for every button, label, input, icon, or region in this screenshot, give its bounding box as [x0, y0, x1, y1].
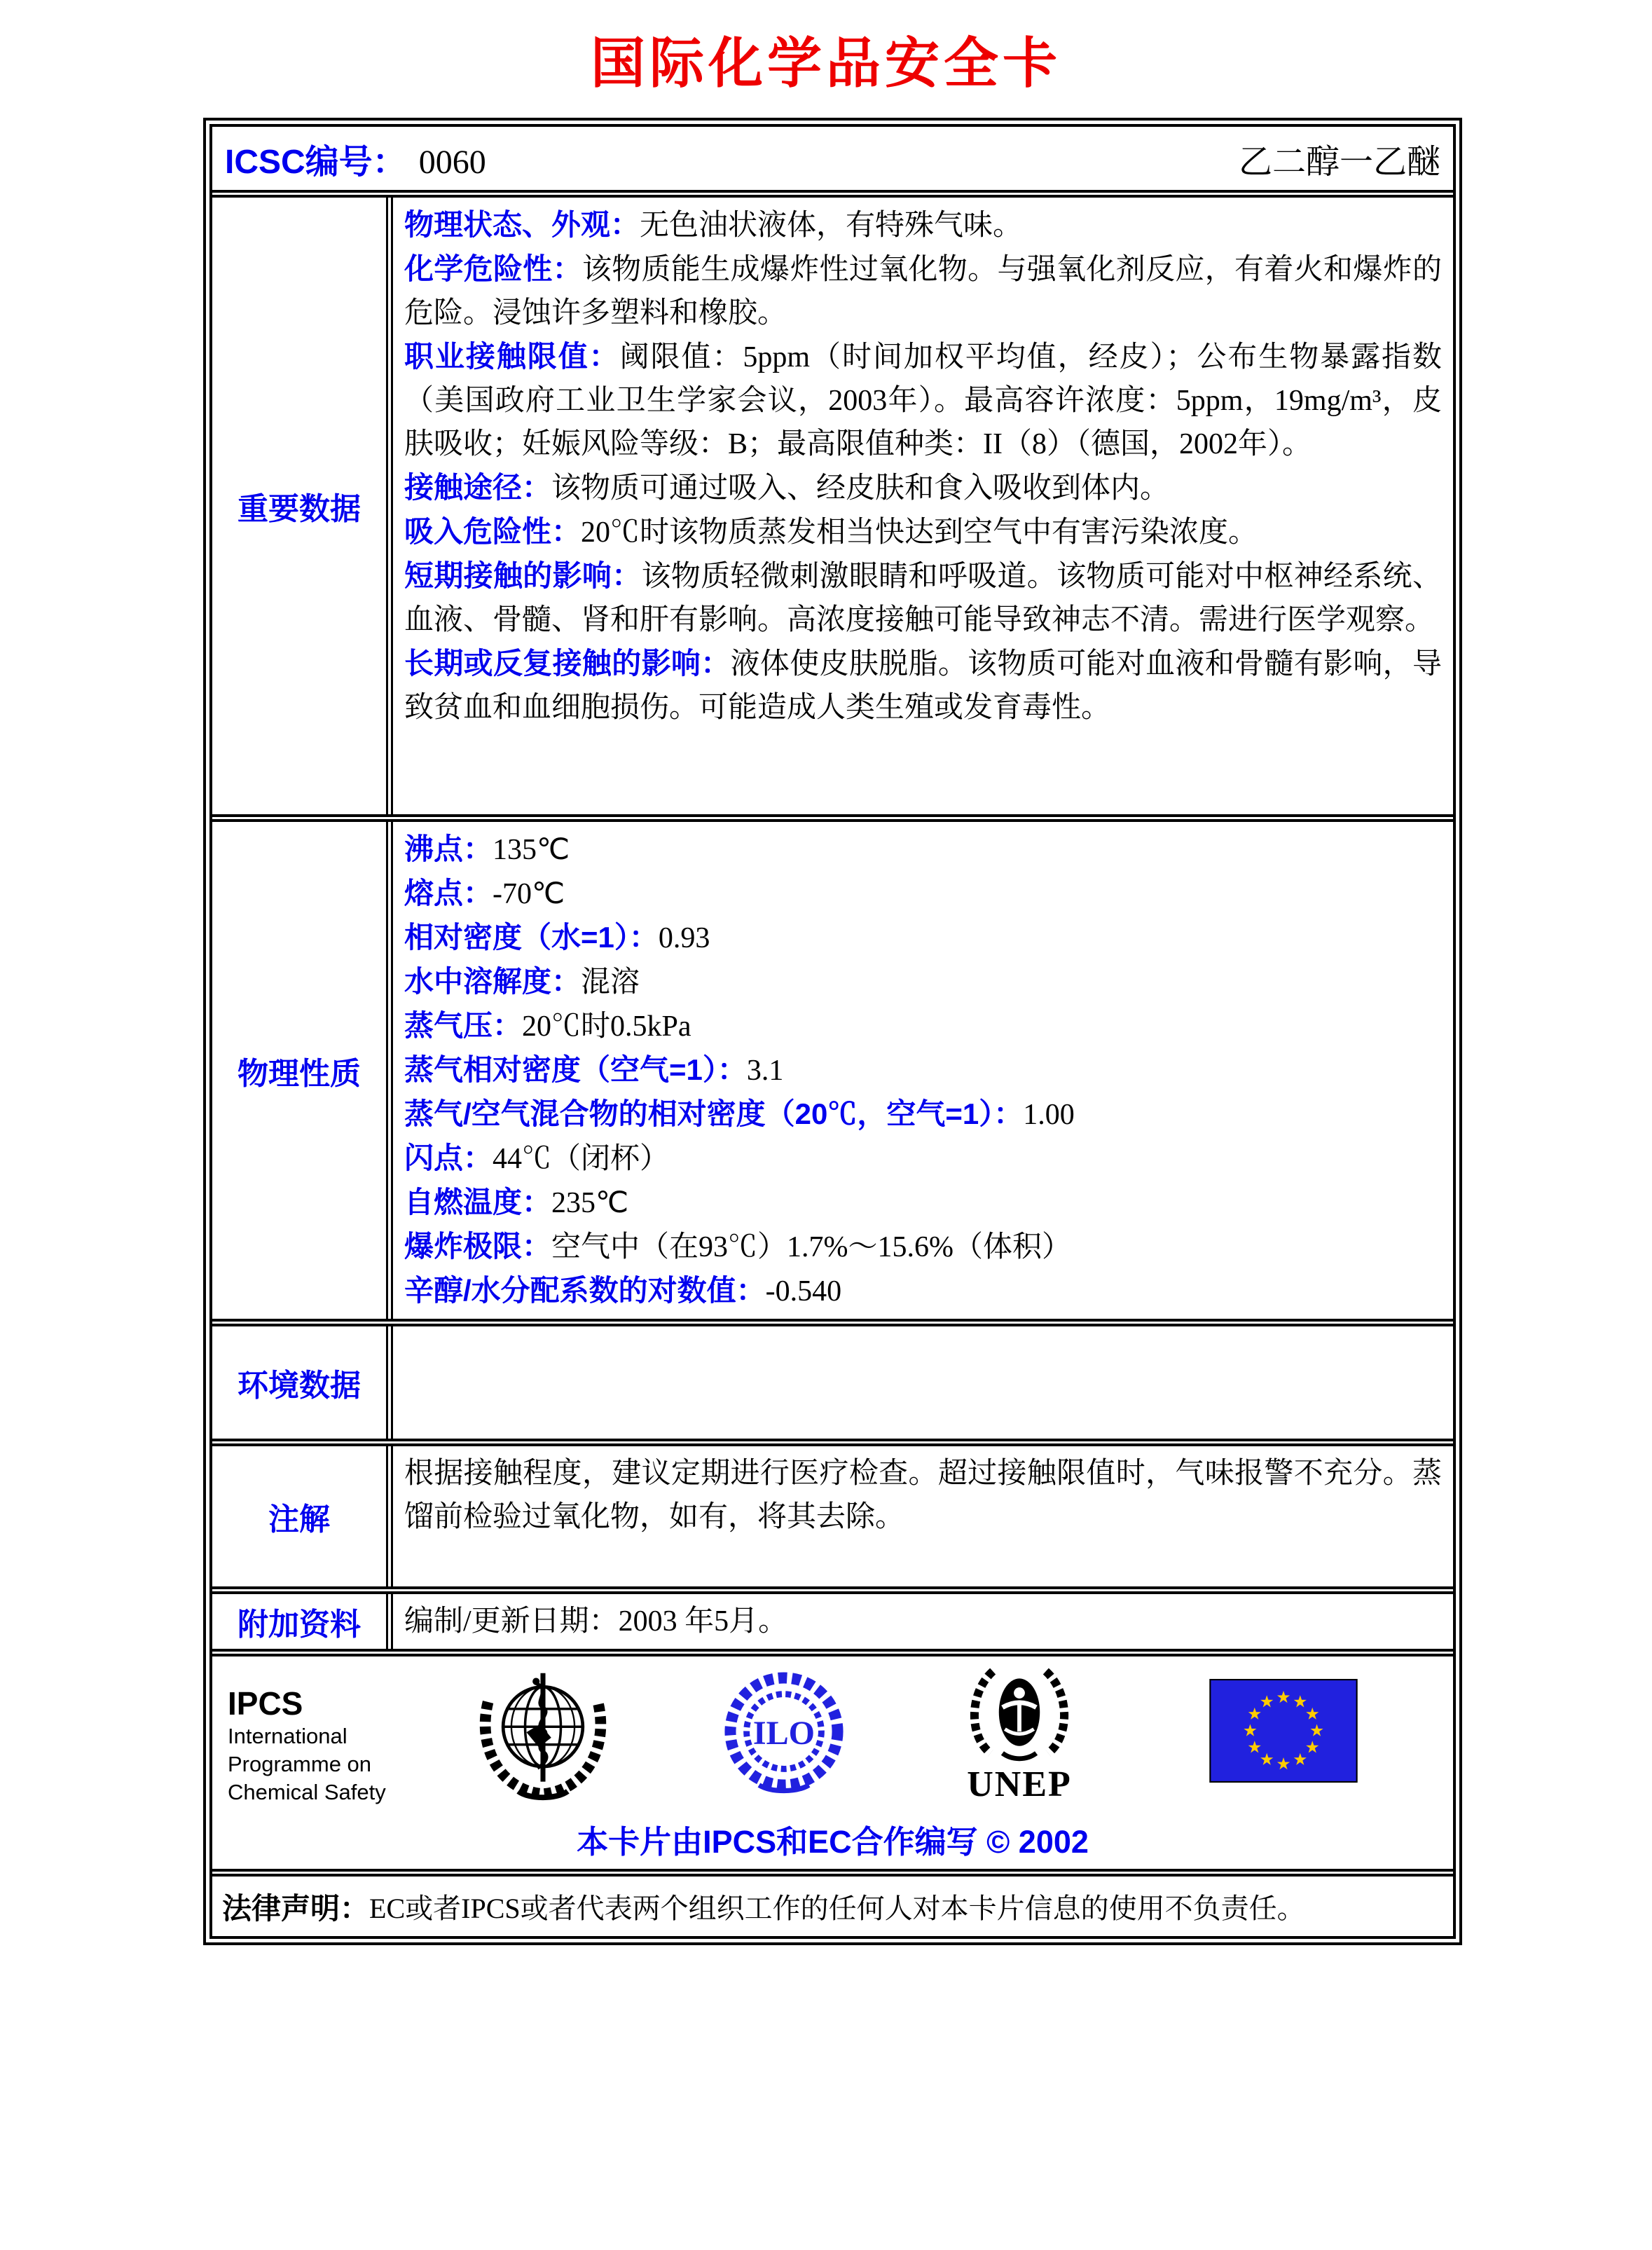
- property-label: 相对密度（水=1）：: [404, 921, 659, 954]
- paragraph-label: 吸入危险性：: [404, 515, 581, 548]
- property-value: 44℃（闭杯）: [493, 1143, 670, 1175]
- paragraph-text: 20℃时该物质蒸发相当快达到空气中有害污染浓度。: [581, 516, 1258, 549]
- section-content-additional-information: [393, 1594, 1453, 1649]
- property-line: [404, 1181, 1442, 1225]
- ipcs-acronym: IPCS: [228, 1685, 303, 1722]
- paragraph: [404, 554, 1442, 642]
- chemical-name: 乙二醇一乙醚: [1238, 143, 1440, 181]
- section-row-additional-information: [212, 1586, 1453, 1649]
- paragraph-text: 无色油状液体，有特殊气味。: [640, 210, 1023, 242]
- icsc-number-label: ICSC编号：: [225, 143, 406, 181]
- page-title: 国际化学品安全卡: [590, 32, 1061, 94]
- property-line: [404, 828, 1442, 872]
- paragraph-label: 化学危险性：: [404, 252, 582, 285]
- property-line: [404, 960, 1442, 1004]
- property-label: 自燃温度：: [404, 1186, 552, 1219]
- paragraph: [404, 642, 1442, 729]
- paragraph: [404, 1600, 1442, 1643]
- header-row: [212, 127, 1453, 190]
- property-value: 空气中（在93℃）1.7%～15.6%（体积）: [551, 1231, 1071, 1263]
- ipcs-block: [228, 1666, 390, 1806]
- property-line: [404, 1092, 1442, 1137]
- property-value: -0.540: [765, 1275, 842, 1308]
- ipcs-name-line: International: [228, 1724, 347, 1748]
- paragraph: [404, 203, 1442, 247]
- property-label: 蒸气压：: [404, 1009, 523, 1042]
- property-value: 混溶: [581, 966, 640, 999]
- section-label-additional-information: 附加资料: [212, 1594, 393, 1649]
- paragraph-label: 接触途径：: [404, 471, 552, 504]
- section-row-physical-properties: [212, 814, 1453, 1319]
- property-value: 235℃: [551, 1187, 629, 1219]
- logo-strip: [212, 1666, 1453, 1806]
- section-content-notes: [393, 1446, 1453, 1586]
- property-value: 1.00: [1023, 1099, 1075, 1131]
- section-row-notes: [212, 1439, 1453, 1586]
- paragraph-text: 根据接触程度，建议定期进行医疗检查。超过接触限值时，气味报警不充分。蒸馏前检验过氧化物，如有，将其去除。: [404, 1457, 1442, 1533]
- legal-text: EC或者IPCS或者代表两个组织工作的任何人对本卡片信息的使用不负责任。: [369, 1893, 1305, 1924]
- icsc-number-value: 0060: [418, 143, 486, 181]
- ipcs-name-line: Chemical Safety: [228, 1780, 386, 1804]
- property-line: [404, 872, 1442, 916]
- property-value: -70℃: [493, 878, 565, 910]
- section-content-important-data: [393, 198, 1453, 814]
- paragraph: [404, 466, 1442, 510]
- paragraph-text: 该物质可通过吸入、经皮肤和食入吸收到体内。: [551, 472, 1170, 505]
- section-row-environmental-data: [212, 1319, 1453, 1439]
- icsc-card: [203, 118, 1462, 1945]
- section-label-environmental-data: 环境数据: [212, 1326, 393, 1439]
- section-content-environmental-data: [393, 1326, 1453, 1439]
- property-line: [404, 1137, 1442, 1181]
- property-label: 沸点：: [404, 832, 493, 865]
- legal-label: 法律声明：: [222, 1891, 370, 1925]
- unep-logo-icon: [959, 1666, 1080, 1763]
- paragraph-label: 长期或反复接触的影响：: [404, 647, 731, 680]
- icsc-number-group: [225, 135, 486, 183]
- credit-text: 本卡片由IPCS和EC合作编写: [577, 1824, 978, 1860]
- credit-line: [212, 1816, 1453, 1862]
- paragraph: [404, 1452, 1442, 1539]
- section-row-important-data: [212, 190, 1453, 814]
- unep-label: UNEP: [967, 1764, 1072, 1804]
- legal-row: [212, 1869, 1453, 1936]
- ilo-letters: ILO: [752, 1714, 815, 1752]
- property-label: 闪点：: [404, 1141, 493, 1174]
- section-label-notes: 注解: [212, 1446, 393, 1586]
- paragraph-label: 短期接触的影响：: [404, 559, 642, 592]
- section-content-physical-properties: [393, 822, 1453, 1319]
- section-label-important-data: 重要数据: [212, 198, 393, 814]
- property-value: 135℃: [493, 834, 570, 866]
- property-line: [404, 1048, 1442, 1092]
- logos-row: [212, 1649, 1453, 1869]
- property-line: [404, 1004, 1442, 1048]
- eu-flag-icon: [1207, 1679, 1360, 1783]
- copyright-text: © 2002: [986, 1824, 1089, 1860]
- property-label: 爆炸极限：: [404, 1230, 552, 1263]
- property-line: [404, 916, 1442, 960]
- property-value: 3.1: [746, 1055, 784, 1087]
- property-line: [404, 1225, 1442, 1269]
- property-label: 蒸气/空气混合物的相对密度（20℃，空气=1）：: [404, 1097, 1024, 1130]
- paragraph-label: 物理状态、外观：: [404, 208, 640, 241]
- paragraph: [404, 510, 1442, 554]
- property-label: 辛醇/水分配系数的对数值：: [404, 1274, 766, 1307]
- paragraph: [404, 335, 1442, 466]
- paragraph-text: 该物质轻微刺激眼睛和呼吸道。该物质可能对中枢神经系统、血液、骨髓、肾和肝有影响。高浓度接触可能导致神志不清。需进行医学观察。: [404, 561, 1442, 636]
- property-label: 蒸气相对密度（空气=1）：: [404, 1053, 747, 1086]
- ilo-logo-icon: [715, 1669, 853, 1794]
- paragraph-text: 液体使皮肤脱脂。该物质可能对血液和骨髓有影响，导致贫血和血细胞损伤。可能造成人类生殖或发育毒性。: [404, 648, 1442, 724]
- who-logo-icon: [474, 1666, 612, 1804]
- unep-logo-block: [959, 1666, 1080, 1803]
- paragraph: [404, 247, 1442, 335]
- property-line: [404, 1269, 1442, 1313]
- paragraph-text: 编制/更新日期：2003 年5月。: [404, 1605, 788, 1638]
- paragraph-text: 阈限值：5ppm（时间加权平均值，经皮）；公布生物暴露指数（美国政府工业卫生学家会议，2003年）。最高容许浓度：5ppm，19mg/m³，皮肤吸收；妊娠风险等级：B；最高限值种类：II（8）（德国，2002年）。: [404, 341, 1442, 460]
- property-value: 0.93: [658, 922, 710, 954]
- property-value: 20℃时0.5kPa: [522, 1010, 691, 1043]
- ipcs-name-line: Programme on: [228, 1752, 372, 1776]
- paragraph-text: 该物质能生成爆炸性过氧化物。与强氧化剂反应，有着火和爆炸的危险。浸蚀许多塑料和橡胶。: [404, 254, 1442, 329]
- property-label: 熔点：: [404, 877, 493, 910]
- paragraph-label: 职业接触限值：: [404, 340, 620, 373]
- property-label: 水中溶解度：: [404, 965, 581, 998]
- section-label-physical-properties: 物理性质: [212, 822, 393, 1319]
